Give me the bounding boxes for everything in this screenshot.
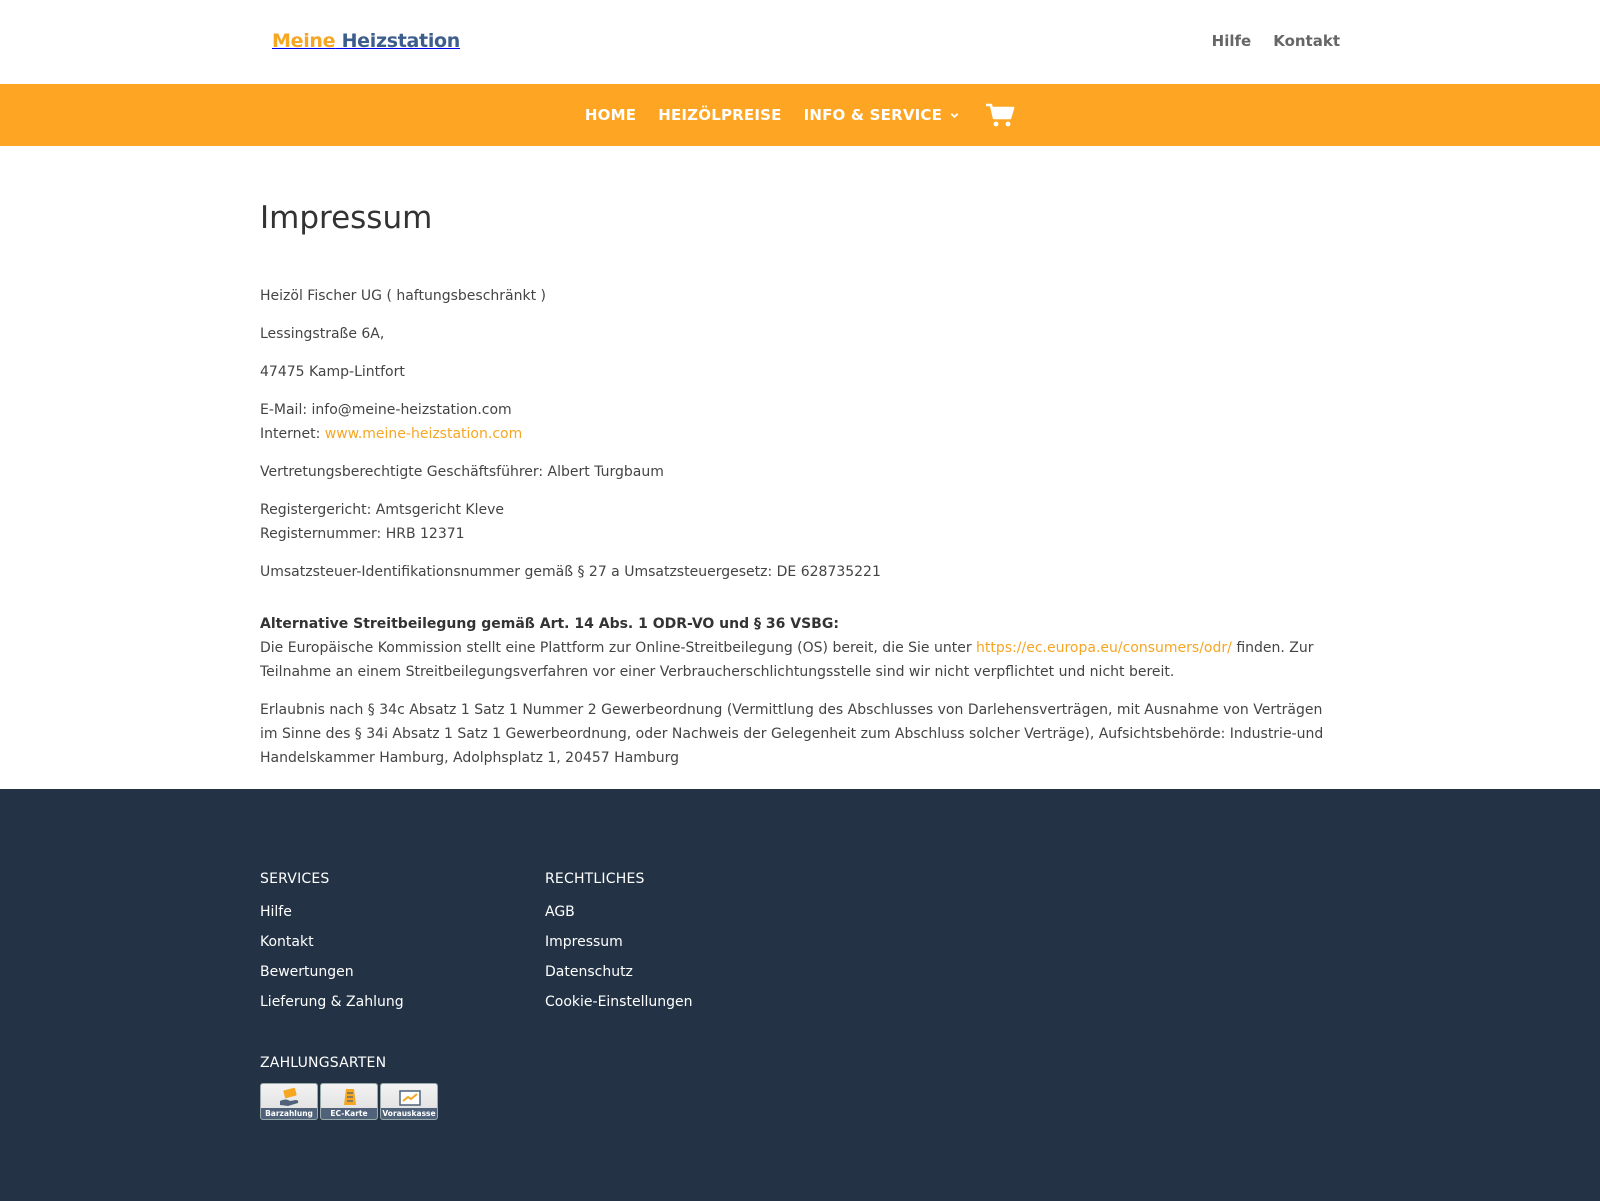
top-header — [0, 0, 1600, 84]
shopping-cart-icon — [985, 102, 1015, 128]
internet-label: Internet: — [260, 426, 321, 442]
invoice-icon — [398, 1087, 422, 1109]
city-address: 47475 Kamp-Lintfort — [260, 364, 405, 380]
footer-link-agb[interactable]: AGB — [545, 904, 575, 920]
logo-part-2: Heizstation — [341, 30, 461, 52]
dispute-block — [260, 612, 1340, 684]
company-name: Heizöl Fischer UG ( haftungsbeschränkt ) — [260, 288, 546, 304]
chevron-down-icon — [950, 111, 959, 120]
website-link[interactable]: www.meine-heizstation.com — [324, 426, 523, 442]
contact-block — [260, 398, 1340, 446]
ec-card-icon — [338, 1087, 362, 1109]
footer-link-bewertungen[interactable]: Bewertungen — [260, 964, 354, 980]
footer-link-kontakt[interactable]: Kontakt — [260, 934, 314, 950]
cash-hand-icon — [278, 1087, 302, 1109]
nav-heizoelpreise[interactable]: HEIZÖLPREISE — [658, 106, 782, 124]
impressum-content — [260, 196, 1340, 784]
nav-info-service[interactable] — [804, 106, 960, 124]
footer-link-impressum[interactable]: Impressum — [545, 934, 623, 950]
footer-legal — [545, 871, 692, 1021]
footer-services — [260, 871, 404, 1021]
footer-legal-heading: RECHTLICHES — [545, 871, 645, 887]
cart-button[interactable] — [981, 102, 1015, 128]
page-title: Impressum — [260, 200, 433, 236]
register-court: Registergericht: Amtsgericht Kleve — [260, 502, 505, 518]
top-links — [1212, 32, 1340, 50]
site-footer — [0, 789, 1600, 1201]
footer-services-heading: SERVICES — [260, 871, 330, 887]
payment-label-vorauskasse: Vorauskasse — [382, 1109, 436, 1118]
footer-link-hilfe[interactable]: Hilfe — [260, 904, 292, 920]
footer-link-lieferung[interactable]: Lieferung & Zahlung — [260, 994, 404, 1010]
dispute-text-before: Die Europäische Kommission stellt eine Plattform zur Online-Streitbeilegung (OS) bereit, die Sie unter — [260, 640, 972, 656]
dispute-text-after: finden. Zur Teilnahme an einem Streitbeilegungsverfahren vor einer Verbraucherschlichtungsstelle sind wir nicht verpflichtet und nicht bereit. — [260, 640, 1314, 680]
register-block — [260, 498, 1340, 546]
odr-link[interactable]: https://ec.europa.eu/consumers/odr/ — [976, 640, 1232, 656]
register-number: Registernummer: HRB 12371 — [260, 526, 465, 542]
top-link-hilfe[interactable]: Hilfe — [1211, 32, 1252, 50]
vat-id: Umsatzsteuer-Identifikationsnummer gemäß § 27 a Umsatzsteuergesetz: DE 628735221 — [260, 564, 881, 580]
payment-badge-vorauskasse — [380, 1083, 438, 1120]
logo-part-1: Meine — [272, 30, 336, 52]
payment-badge-ec-karte — [320, 1083, 378, 1120]
footer-link-cookies[interactable]: Cookie-Einstellungen — [545, 994, 693, 1010]
top-link-kontakt[interactable]: Kontakt — [1273, 32, 1340, 50]
ceo-text: Vertretungsberechtigte Geschäftsführer: Albert Turgbaum — [260, 464, 664, 480]
permission-text: Erlaubnis nach § 34c Absatz 1 Satz 1 Nummer 2 Gewerbeordnung (Vermittlung des Abschlusses von Darlehensverträgen, mit Ausnahme von Verträgen im Sinne des § 34i Absatz 1 Satz 1 Gewerbeordnung, oder Nachweis der Gelegenheit zum Abschluss solcher Verträge), Aufsichtsbehörde: Industrie-und Handelskammer Hamburg, Adolphsplatz 1, 20457 Hamburg — [260, 702, 1324, 766]
nav-info-service-label: INFO & SERVICE — [803, 106, 943, 124]
payment-badge-barzahlung — [260, 1083, 318, 1120]
dispute-heading: Alternative Streitbeilegung gemäß Art. 14 Abs. 1 ODR-VO und § 36 VSBG: — [260, 616, 839, 632]
footer-link-datenschutz[interactable]: Datenschutz — [545, 964, 633, 980]
street-address: Lessingstraße 6A, — [260, 326, 385, 342]
footer-payment-heading: ZAHLUNGSARTEN — [260, 1055, 387, 1071]
main-nav — [0, 84, 1600, 146]
footer-payment — [260, 1055, 438, 1120]
email-text: E-Mail: info@meine-heizstation.com — [260, 402, 512, 418]
nav-home[interactable]: HOME — [584, 106, 637, 124]
site-logo[interactable] — [272, 30, 460, 52]
payment-label-barzahlung: Barzahlung — [261, 1108, 317, 1119]
payment-label-ec-karte: EC-Karte — [321, 1108, 377, 1119]
